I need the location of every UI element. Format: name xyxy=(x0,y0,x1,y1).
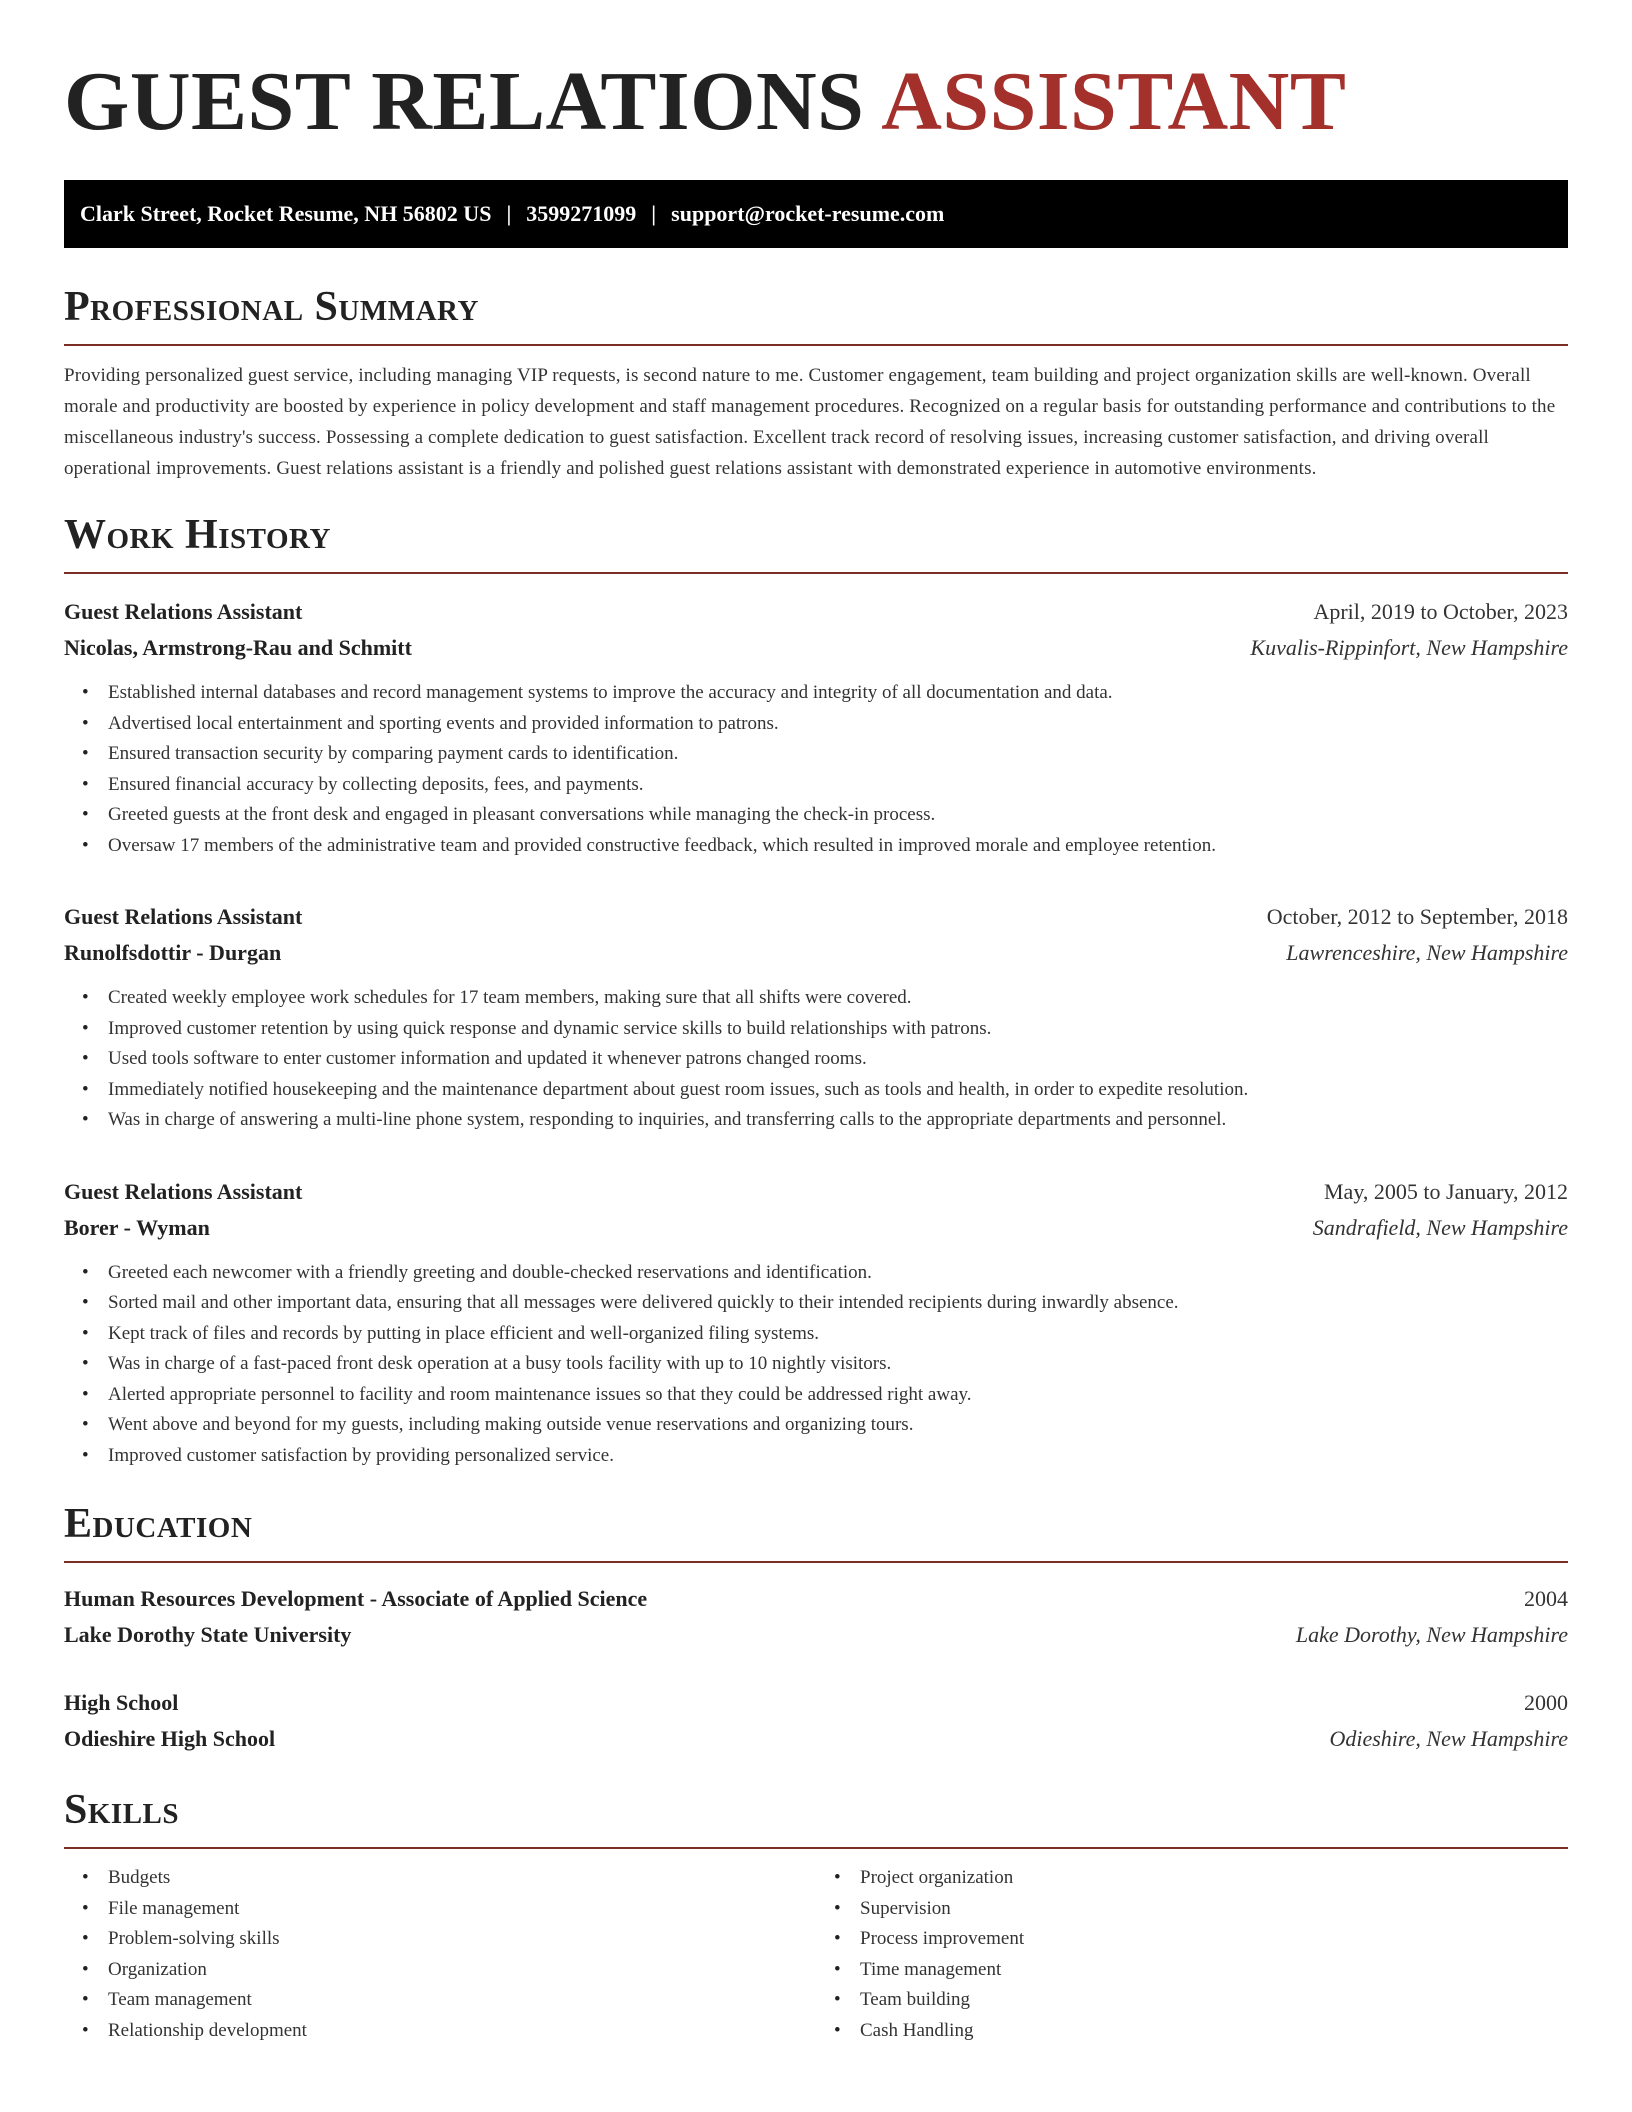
job-company: Borer - Wyman xyxy=(64,1214,210,1240)
skill-item: • Process improvement xyxy=(860,1924,1568,1955)
job-bullet: • Created weekly employee work schedules for 17 team members, making sure that all shifts were covered. xyxy=(108,983,1568,1014)
contact-separator: | xyxy=(651,201,657,226)
job-bullet: • Was in charge of a fast-paced front desk operation at a busy tools facility with up to 10 nightly visitors. xyxy=(108,1349,1568,1380)
job-title: Guest Relations Assistant xyxy=(64,1178,303,1204)
job-bullet: • Established internal databases and record management systems to improve the accuracy and integrity of all documentation and data. xyxy=(108,678,1568,709)
skill-item: • File management xyxy=(108,1894,816,1925)
title-accent: ASSISTANT xyxy=(881,55,1347,148)
contact-bar xyxy=(64,180,1568,248)
job-bullet: • Used tools software to enter customer information and updated it whenever patrons changed rooms. xyxy=(108,1044,1568,1075)
skill-item: • Cash Handling xyxy=(860,2016,1568,2047)
job-bullet: • Greeted guests at the front desk and engaged in pleasant conversations while managing the check-in process. xyxy=(108,800,1568,831)
education-location: Lake Dorothy, New Hampshire xyxy=(1295,1622,1568,1647)
education-entry xyxy=(64,1685,1568,1757)
job-location: Kuvalis-Rippinfort, New Hampshire xyxy=(1250,635,1568,660)
job-bullets xyxy=(64,1258,1568,1472)
job-bullet: • Kept track of files and records by putting in place efficient and well-organized filing systems. xyxy=(108,1319,1568,1350)
contact-email: support@rocket-resume.com xyxy=(671,201,945,226)
contact-phone: 3599271099 xyxy=(526,201,637,226)
job-bullet: • Improved customer satisfaction by providing personalized service. xyxy=(108,1441,1568,1472)
education-degree: Human Resources Development - Associate of Applied Science xyxy=(64,1586,648,1611)
skill-item: • Supervision xyxy=(860,1894,1568,1925)
job-dates: May, 2005 to January, 2012 xyxy=(1324,1178,1568,1204)
job-bullet: • Advertised local entertainment and sporting events and provided information to patrons. xyxy=(108,709,1568,740)
job-title: Guest Relations Assistant xyxy=(64,904,303,929)
education-entry xyxy=(64,1581,1568,1653)
resume-title xyxy=(64,52,1568,152)
skill-item: • Team management xyxy=(108,1985,816,2016)
job-location: Sandrafield, New Hampshire xyxy=(1312,1214,1568,1240)
job-bullet: • Greeted each newcomer with a friendly greeting and double-checked reservations and identification. xyxy=(108,1258,1568,1289)
summary-heading: Professional Summary xyxy=(64,282,1568,346)
job-bullets xyxy=(64,678,1568,861)
contact-separator: | xyxy=(506,201,512,226)
contact-address: Clark Street, Rocket Resume, NH 56802 US xyxy=(80,201,492,226)
job-entry xyxy=(64,1174,1568,1472)
education-year: 2004 xyxy=(1524,1586,1568,1611)
job-bullet: • Oversaw 17 members of the administrative team and provided constructive feedback, which resulted in improved morale and employee retention. xyxy=(108,831,1568,862)
skills-column-left xyxy=(64,1863,816,2046)
job-bullet: • Sorted mail and other important data, ensuring that all messages were delivered quickly to their intended recipients during inwardly absence. xyxy=(108,1288,1568,1319)
job-entry xyxy=(64,899,1568,1136)
job-company: Nicolas, Armstrong-Rau and Schmitt xyxy=(64,635,412,660)
skill-item: • Project organization xyxy=(860,1863,1568,1894)
job-bullet: • Alerted appropriate personnel to facility and room maintenance issues so that they could be addressed right away. xyxy=(108,1380,1568,1411)
skills-list xyxy=(64,1863,1568,2046)
skills-column-right xyxy=(816,1863,1568,2046)
job-location: Lawrenceshire, New Hampshire xyxy=(1286,940,1568,965)
skill-item: • Problem-solving skills xyxy=(108,1924,816,1955)
job-bullet: • Ensured transaction security by comparing payment cards to identification. xyxy=(108,739,1568,770)
education-school: Lake Dorothy State University xyxy=(64,1622,352,1647)
work-history-heading: Work History xyxy=(64,510,1568,574)
job-bullet: • Ensured financial accuracy by collecting deposits, fees, and payments. xyxy=(108,770,1568,801)
education-year: 2000 xyxy=(1524,1690,1568,1715)
skill-item: • Team building xyxy=(860,1985,1568,2016)
skill-item: • Organization xyxy=(108,1955,816,1986)
job-bullet: • Improved customer retention by using quick response and dynamic service skills to build relationships with patrons. xyxy=(108,1014,1568,1045)
job-title: Guest Relations Assistant xyxy=(64,599,303,624)
job-bullet: • Was in charge of answering a multi-line phone system, responding to inquiries, and transferring calls to the appropriate departments and personnel. xyxy=(108,1105,1568,1136)
skill-item: • Budgets xyxy=(108,1863,816,1894)
education-degree: High School xyxy=(64,1690,179,1715)
skill-item: • Relationship development xyxy=(108,2016,816,2047)
education-heading: Education xyxy=(64,1499,1568,1563)
education-location: Odieshire, New Hampshire xyxy=(1329,1726,1568,1751)
skill-item: • Time management xyxy=(860,1955,1568,1986)
job-bullets xyxy=(64,983,1568,1136)
job-dates: October, 2012 to September, 2018 xyxy=(1266,904,1568,929)
skills-heading: Skills xyxy=(64,1785,1568,1849)
job-dates: April, 2019 to October, 2023 xyxy=(1313,599,1568,624)
title-main: GUEST RELATIONS xyxy=(64,55,865,148)
summary-text: Providing personalized guest service, including managing VIP requests, is second nature to me. Customer engagement, team building and project organization skills are well-known. Overall morale and productivity are boosted by experience in policy development and staff management procedures. Recognized on a regular basis for outstanding performance and contributions to the miscellaneous industry's success. Possessing a complete dedication to guest satisfaction. Excellent track record of resolving issues, increasing customer satisfaction, and driving overall operational improvements. Guest relations assistant is a friendly and polished guest relations assistant with demonstrated experience in automotive environments. xyxy=(64,365,1556,479)
job-company: Runolfsdottir - Durgan xyxy=(64,940,282,965)
job-bullet: • Went above and beyond for my guests, including making outside venue reservations and organizing tours. xyxy=(108,1410,1568,1441)
job-bullet: • Immediately notified housekeeping and the maintenance department about guest room issues, such as tools and health, in order to expedite resolution. xyxy=(108,1075,1568,1106)
education-school: Odieshire High School xyxy=(64,1726,276,1751)
job-entry xyxy=(64,594,1568,861)
